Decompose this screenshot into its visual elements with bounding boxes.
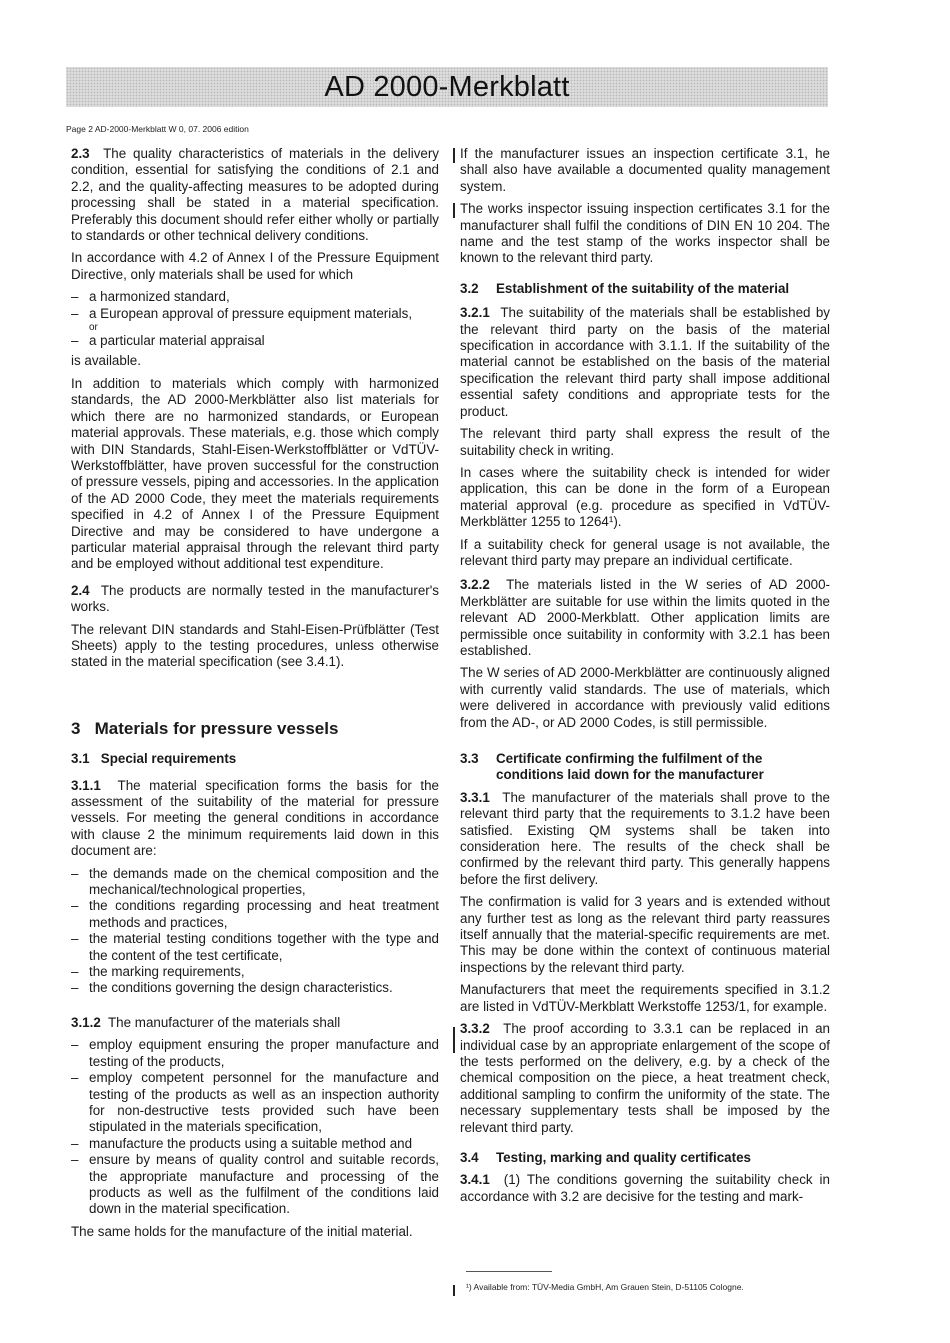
footnote: ¹) Available from: TÜV-Media GmbH, Am Grauen Stein, D-51105 Cologne. xyxy=(466,1282,744,1292)
minimum-requirements-list xyxy=(71,866,439,997)
manufacturers-line-1: Manufacturers that meet the requirements specified in xyxy=(460,982,795,998)
running-head: Page 2 AD-2000-Merkblatt W 0, 07. 2006 edition xyxy=(66,124,249,134)
clause-number: 2.4 xyxy=(71,582,90,598)
heading-number: 3.4 xyxy=(460,1149,479,1165)
clause-number: 2.3 xyxy=(71,146,90,161)
heading-number: 3.3 xyxy=(460,751,479,766)
clause-text: The suitability of the materials shall be established by the relevant third party on the basis of the material specification in accordance with 3.1.1. If the suitability of the material cannot be established on the basis of the material specification the relevant third party shall impose additional essential safety conditions and appropriate tests for the product. xyxy=(460,305,830,419)
heading-title: Testing, marking and quality certificates xyxy=(496,1149,751,1165)
para-3-3-2 xyxy=(460,1021,830,1136)
para-2-4 xyxy=(71,583,439,616)
clause-number: 3.3.1 xyxy=(460,789,490,805)
heading-number: 3.1 xyxy=(71,751,90,767)
heading-number: 3.2 xyxy=(460,280,479,296)
list-item: – the material testing conditions together with the type and the content of the test certificate, xyxy=(71,931,439,964)
para-same: The same holds for the manufacture of the initial material. xyxy=(71,1223,413,1239)
list-item: – manufacture the products using a suitable method and xyxy=(71,1136,439,1152)
clause-number: 3.1.1 xyxy=(71,777,101,793)
para-3-2-1 xyxy=(460,305,830,420)
para-w-series: The W series of AD 2000-Merkblätter are continuously aligned with currently valid standards. The use of materials, which were delivered in accordance with previously valid editions from the AD-, or AD 2000 Codes, is still permissible. xyxy=(460,665,830,730)
para-3-2-2 xyxy=(460,577,830,659)
para-3-3-1 xyxy=(460,790,830,888)
change-bar xyxy=(453,148,455,163)
heading-title: Certificate confirming the fulfilment of the conditions laid down for the manufacturer xyxy=(496,751,764,783)
para-works: The works inspector issuing inspection certificates 3.1 for the manufacturer shall fulfil the conditions of DIN EN 10 204. The name and the test stamp of the works inspector shall be known to the relevant third party. xyxy=(460,201,830,266)
clause-text: The material specification forms the basis for the assessment of the suitability of the material for pressure vessels. For meeting the general conditions in accordance with clause 2 the minimum requirements laid down in this document are: xyxy=(71,777,439,859)
document-title: AD 2000-Merkblatt xyxy=(324,70,570,103)
para-din: The relevant DIN standards and Stahl-Eisen-Prüfblätter (Test Sheets) apply to the testing procedures, unless otherwise stated in the material specification (see 3.4.1). xyxy=(71,621,439,670)
change-bar xyxy=(453,203,455,218)
heading-title: Special requirements xyxy=(100,751,237,767)
left-column xyxy=(71,146,439,1246)
para-wider: In cases where the suitability check is intended for wider application, this can be done in the form of a European material approval (e.g. procedure as specified in VdTÜV-Merkblätter 1255 to 1264¹). xyxy=(460,464,830,530)
clause-text: The materials listed in the W series of AD 2000-Merkblätter are suitable for use within the limits quoted in the relevant AD 2000-Merkblatt. Other application limits are permissible once suitability in conformity with 3.2.1 has been established. xyxy=(460,577,830,658)
section-3-heading xyxy=(71,718,439,738)
or-text: or xyxy=(89,322,98,334)
list-item: – the conditions governing the design characteristics. xyxy=(71,980,439,996)
footnote-rule xyxy=(466,1271,552,1272)
clause-text: The proof according to 3.3.1 can be replaced in an individual case by an appropriate enlargement of the scope of the tests performed on the delivery, e.g. by a check of the chemical composition on the piece, a heat treatment check, additional sampling to confirm the uniformity of the state. The necessary supplementary tests shall be imposed by the relevant third party. xyxy=(460,1021,830,1135)
list-item: – the demands made on the chemical composition and the mechanical/technological properties, xyxy=(71,866,439,899)
change-bar xyxy=(453,1285,455,1296)
heading-3-3 xyxy=(460,751,830,784)
manufacturers-line-2: 3.1.2 are listed in VdTÜV-Merkblatt Werkstoffe 1253/1, for example. xyxy=(460,982,830,1014)
list-item: – a European approval of pressure equipment materials, xyxy=(71,306,439,322)
right-column xyxy=(460,146,830,1211)
clause-number: 3.3.2 xyxy=(460,1021,490,1037)
list-item: – a particular material appraisal xyxy=(71,333,439,349)
material-basis-list-2 xyxy=(71,333,439,349)
clause-number: 3.2.1 xyxy=(460,305,490,321)
list-item: – ensure by means of quality control and suitable records, the appropriate manufacture and processing of the products as well as the fulfilment of the conditions laid down in the material specification. xyxy=(71,1152,439,1218)
para-result: The relevant third party shall express the result of the suitability check in writing. xyxy=(460,426,830,458)
section-number: 3 xyxy=(71,718,81,738)
clause-text: The manufacturer of the materials shall prove to the relevant third party that the requirements to 3.1.2 have been satisfied. Existing QM systems shall be taken into consideration here. The results of the check shall be confirmed by the relevant third party. This generally happens before the first delivery. xyxy=(460,789,830,887)
change-bar xyxy=(453,1027,455,1053)
para-general: If a suitability check for general usage is not available, the relevant third party may prepare an individual certificate. xyxy=(460,536,830,568)
para-3-1-2 xyxy=(71,1015,439,1031)
list-item: – the conditions regarding processing and heat treatment methods and practices, xyxy=(71,898,439,931)
para-addition: In addition to materials which comply with harmonized standards, the AD 2000-Merkblätter also list materials for which there are no harmonized standards, or European material approvals. These materials, e.g. those which comply with DIN Standards, Stahl-Eisen-Werkstoffblätter or VdTÜV-Werkstoffblätter, have proven successful for the construction of pressure vessels, piping and accessories. In the application of the AD 2000 Code, they meet the materials requirements specified in 4.2 of Annex I of the Pressure Equipment Directive and may be considered to have undergone a particular material appraisal through the relevant third party and be employed without additional test expenditure. xyxy=(71,375,439,572)
para-3-4-1 xyxy=(460,1172,830,1205)
manufacturer-duties-list xyxy=(71,1037,439,1217)
title-banner xyxy=(66,67,828,107)
heading-3-1 xyxy=(71,751,439,767)
para-3-1-1 xyxy=(71,778,439,860)
para-valid: The confirmation is valid for 3 years and is extended without any further test as long as the relevant third party reassures itself annually that the material-specific requirements are met. This may be done within the context of continuous material inspections by the relevant third party. xyxy=(460,894,830,975)
material-basis-list xyxy=(71,289,439,322)
list-item: – the marking requirements, xyxy=(71,964,439,980)
heading-title: Establishment of the suitability of the material xyxy=(496,280,790,296)
list-item: – employ equipment ensuring the proper manufacture and testing of the products, xyxy=(71,1037,439,1070)
clause-number: 3.4.1 xyxy=(460,1172,490,1188)
list-item: – a harmonized standard, xyxy=(71,289,439,305)
clause-text: The manufacturer of the materials shall xyxy=(108,1014,341,1030)
para-accordance: In accordance with 4.2 of Annex I of the Pressure Equipment Directive, only materials shall be used for which xyxy=(71,250,439,282)
clause-number: 3.1.2 xyxy=(71,1014,101,1030)
para-if: If the manufacturer issues an inspection certificate 3.1, he shall also have available a documented quality management system. xyxy=(460,146,830,194)
para-2-3 xyxy=(71,146,439,244)
clause-text: The products are normally tested in the manufacturer's works. xyxy=(71,582,439,615)
heading-3-4 xyxy=(460,1150,830,1166)
heading-3-2 xyxy=(460,281,830,297)
section-title: Materials for pressure vessels xyxy=(94,718,339,738)
para-is-available: is available. xyxy=(71,353,141,369)
list-item: – employ competent personnel for the manufacture and testing of the products as well as an inspection authority for non-destructive tests provided such have been stipulated in the materials specification, xyxy=(71,1070,439,1136)
clause-text: (1) The conditions governing the suitability check in accordance with 3.2 are decisive for the testing and mark- xyxy=(460,1172,830,1204)
clause-text: The quality characteristics of materials in the delivery condition, essential for satisfying the conditions of 2.1 and 2.2, and the quality-affecting measures to be adopted during processing shall be stated in a material specification. Preferably this document should refer either wholly or partially to standards or other technical delivery conditions. xyxy=(71,146,439,244)
para-manufacturers xyxy=(460,982,830,1015)
clause-number: 3.2.2 xyxy=(460,577,490,593)
